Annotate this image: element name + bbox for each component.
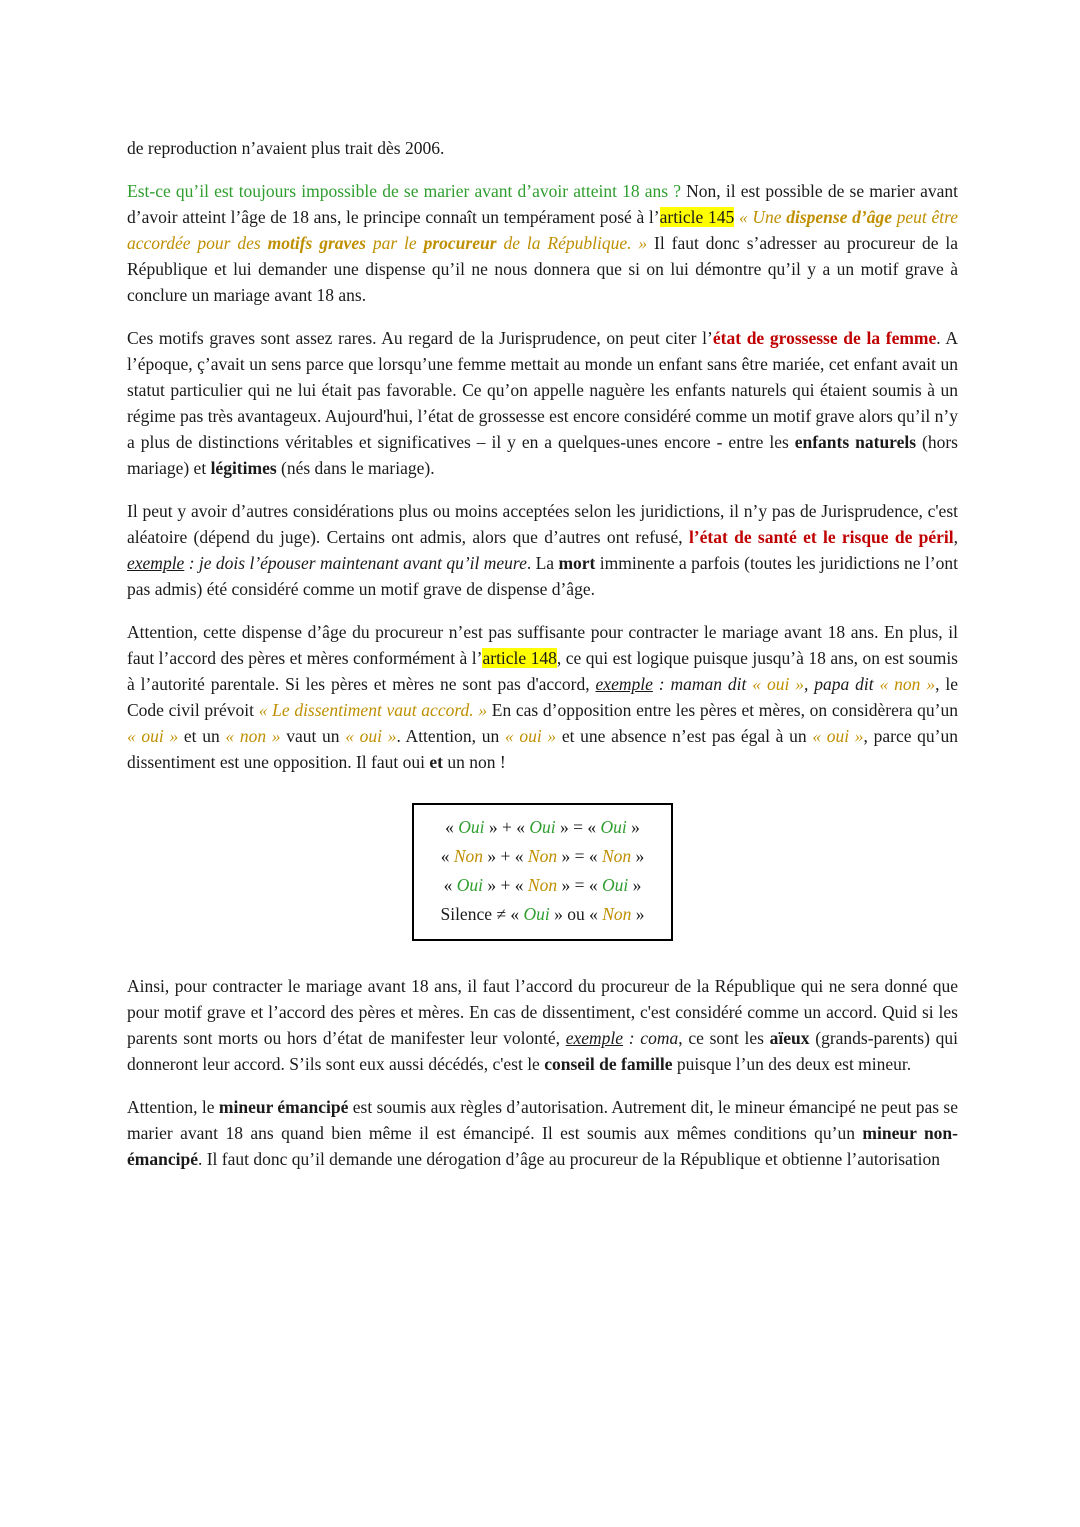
text-run: « oui » (345, 726, 397, 746)
text-run: état de grossesse de la femme (712, 328, 937, 348)
text-run: de la République. » (496, 233, 648, 253)
text-run: Attention, le (127, 1097, 219, 1117)
text-run: peut être accordée pour des (127, 207, 959, 253)
text-run: Non (453, 846, 484, 866)
text-run: « non » (879, 674, 936, 694)
text-run: légitimes (210, 458, 277, 478)
text-run: (hors mariage) et (127, 432, 958, 478)
text-run: Silence ≠ « (440, 904, 524, 924)
text-run: de reproduction n’avaient plus trait dès 2006. (127, 138, 445, 158)
text-run: (nés dans le mariage). (276, 458, 435, 478)
text-run: article 148 (482, 648, 557, 668)
text-run: exemple (595, 674, 653, 694)
text-run: par le (365, 233, 424, 253)
text-run: et une absence n’est pas égal à un (556, 726, 813, 746)
text-run: Est-ce qu’il est toujours impossible de se marier avant d’avoir atteint 18 ans ? (127, 181, 687, 201)
text-run: motifs graves (267, 233, 366, 253)
text-run: Attention, cette dispense d’âge du procureur n’est pas suffisante pour contracter le mariage avant 18 ans. En plus, il faut l’accord des pères et mères conformément à l’ (127, 622, 958, 668)
text-run: , parce qu’un dissentiment est une opposition. Il faut oui (127, 726, 958, 772)
text-run: Non (602, 904, 632, 924)
text-run: « oui » (812, 726, 864, 746)
text-run: (grands-parents) qui donneront leur accord. S’ils sont eux aussi décédés, c'est le (127, 1028, 958, 1074)
text-run: » (626, 817, 640, 837)
text-run: Ainsi, pour contracter le mariage avant 18 ans, il faut l’accord du procureur de la République qui ne sera donné que pour motif grave et l’accord des pères et mères. En cas de dissentiment, c'est considéré comme un accord. Quid si les parents sont morts ou hors d’état de manifester leur volonté, (127, 976, 958, 1048)
text-run: Oui (458, 817, 485, 837)
text-run: , ce sont les (678, 1028, 770, 1048)
text-run: Oui (600, 817, 627, 837)
text-run: mineur non-émancipé (127, 1123, 958, 1169)
text-run: Oui (456, 875, 484, 895)
text-run: , ce qui est logique puisque jusqu’à 18 ans, on est soumis à l’autorité parentale. Si les pères et mères ne sont pas d'accord, (127, 648, 958, 694)
text-run: « oui » (127, 726, 179, 746)
text-run: vaut un (280, 726, 346, 746)
text-run: Il peut y avoir d’autres considérations plus ou moins acceptées selon les juridictions, il n’y pas de Jurisprudence, c'est aléatoire (dépend du juge). Certains ont admis, alors que d’autres ont refusé, (127, 501, 958, 547)
text-run: Oui (529, 817, 556, 837)
paragraph-question-mariage-18-ans (127, 178, 958, 308)
text-run: Non (601, 846, 632, 866)
rule-box-container (127, 803, 958, 941)
paragraph-mineur-emancipe (127, 1094, 958, 1172)
text-run: . Attention, un (396, 726, 505, 746)
text-run: mineur émancipé (218, 1097, 349, 1117)
text-run: » ou « (549, 904, 603, 924)
text-run: , le Code civil prévoit (127, 674, 958, 720)
text-run: et un (178, 726, 226, 746)
text-run: . A l’époque, ç’avait un sens parce que lorsqu’une femme mettait au monde un enfant sans être mariée, cet enfant avait un statut particulier qui ne lui était pas favorable. Ce qu’on appelle naguère les enfants naturels qui étaient soumis à un régime pas très avantageux. Aujourd'hui, l’état de grossesse est encore considéré comme un motif grave alors qu’il n’y a plus de distinctions véritables et significatives – il y en a quelques-unes encore - entre les (127, 328, 958, 452)
text-run: » (631, 904, 645, 924)
text-run: : je dois l’épouser maintenant avant qu’il meure (184, 553, 527, 573)
text-run: Ces motifs graves sont assez rares. Au regard de la Jurisprudence, on peut citer l’ (127, 328, 713, 348)
text-run: « (445, 817, 459, 837)
rule-box-line (440, 813, 644, 842)
text-run: « (440, 846, 454, 866)
text-run: article 145 (659, 207, 735, 227)
text-run: . Il faut donc qu’il demande une dérogation d’âge au procureur de la République et obtienne l’autorisation (197, 1149, 941, 1169)
text-run: imminente a parfois (toutes les juridictions ne l’ont pas admis) été considéré comme un motif grave de dispense d’âge. (127, 553, 958, 599)
text-run: et (429, 752, 443, 772)
text-run: « Une (738, 207, 787, 227)
text-run: » (628, 875, 642, 895)
text-run: : maman dit (652, 674, 753, 694)
text-run: enfants naturels (794, 432, 917, 452)
text-run: Non, il est possible de se marier avant d’avoir atteint l’âge de 18 ans, le principe connaît un tempérament posé à l’ (127, 181, 958, 227)
text-run: » = « (555, 817, 601, 837)
text-run: , (953, 527, 959, 547)
text-run: un non ! (442, 752, 506, 772)
text-run: Non (527, 846, 558, 866)
text-run: Oui (523, 904, 550, 924)
text-run: En cas d’opposition entre les pères et mères, on considèrera qu’un (487, 700, 958, 720)
paragraph-intro (127, 135, 958, 161)
text-run: procureur (423, 233, 497, 253)
text-run: Oui (601, 875, 629, 895)
text-run: aïeux (769, 1028, 810, 1048)
paragraph-autres-considerations (127, 498, 958, 602)
text-run: » + « (483, 875, 528, 895)
text-run: , papa dit (803, 674, 880, 694)
paragraph-ainsi-synthese (127, 973, 958, 1077)
oui-non-rule-box (412, 803, 672, 941)
rule-box-line (440, 871, 644, 900)
text-run: » + « (483, 846, 528, 866)
text-run: » (631, 846, 645, 866)
text-run: Il faut donc s’adresser au procureur de la République et lui demander une dispense qu’il ne nous donnera que si on lui démontre qu’il y a un motif grave à conclure un mariage avant 18 ans. (127, 233, 958, 305)
text-run: « non » (225, 726, 281, 746)
text-run: « (443, 875, 457, 895)
text-run: puisque l’un des deux est mineur. (672, 1054, 912, 1074)
text-run: « oui » (752, 674, 804, 694)
paragraph-motifs-graves-grossesse (127, 325, 958, 481)
rule-box-line (440, 842, 644, 871)
text-run: » = « (557, 846, 602, 866)
text-run: : coma (623, 1028, 679, 1048)
text-run: est soumis aux règles d’autorisation. Autrement dit, le mineur émancipé ne peut pas se marier avant 18 ans quand bien même il est émancipé. Il est soumis aux mêmes conditions qu’un (127, 1097, 958, 1143)
text-run: exemple (127, 553, 185, 573)
text-run: Non (527, 875, 558, 895)
text-run: « oui » (504, 726, 557, 746)
text-run: mort (558, 553, 596, 573)
text-run: » = « (557, 875, 602, 895)
text-run: » + « (484, 817, 530, 837)
text-run: exemple (565, 1028, 624, 1048)
text-run: dispense d’âge (786, 207, 892, 227)
paragraph-accord-peres-meres (127, 619, 958, 775)
text-run: conseil de famille (544, 1054, 673, 1074)
rule-box-line (440, 900, 644, 929)
text-run: « Le dissentiment vaut accord. » (258, 700, 488, 720)
text-run: . La (526, 553, 559, 573)
text-run: l’état de santé et le risque de péril (688, 527, 954, 547)
